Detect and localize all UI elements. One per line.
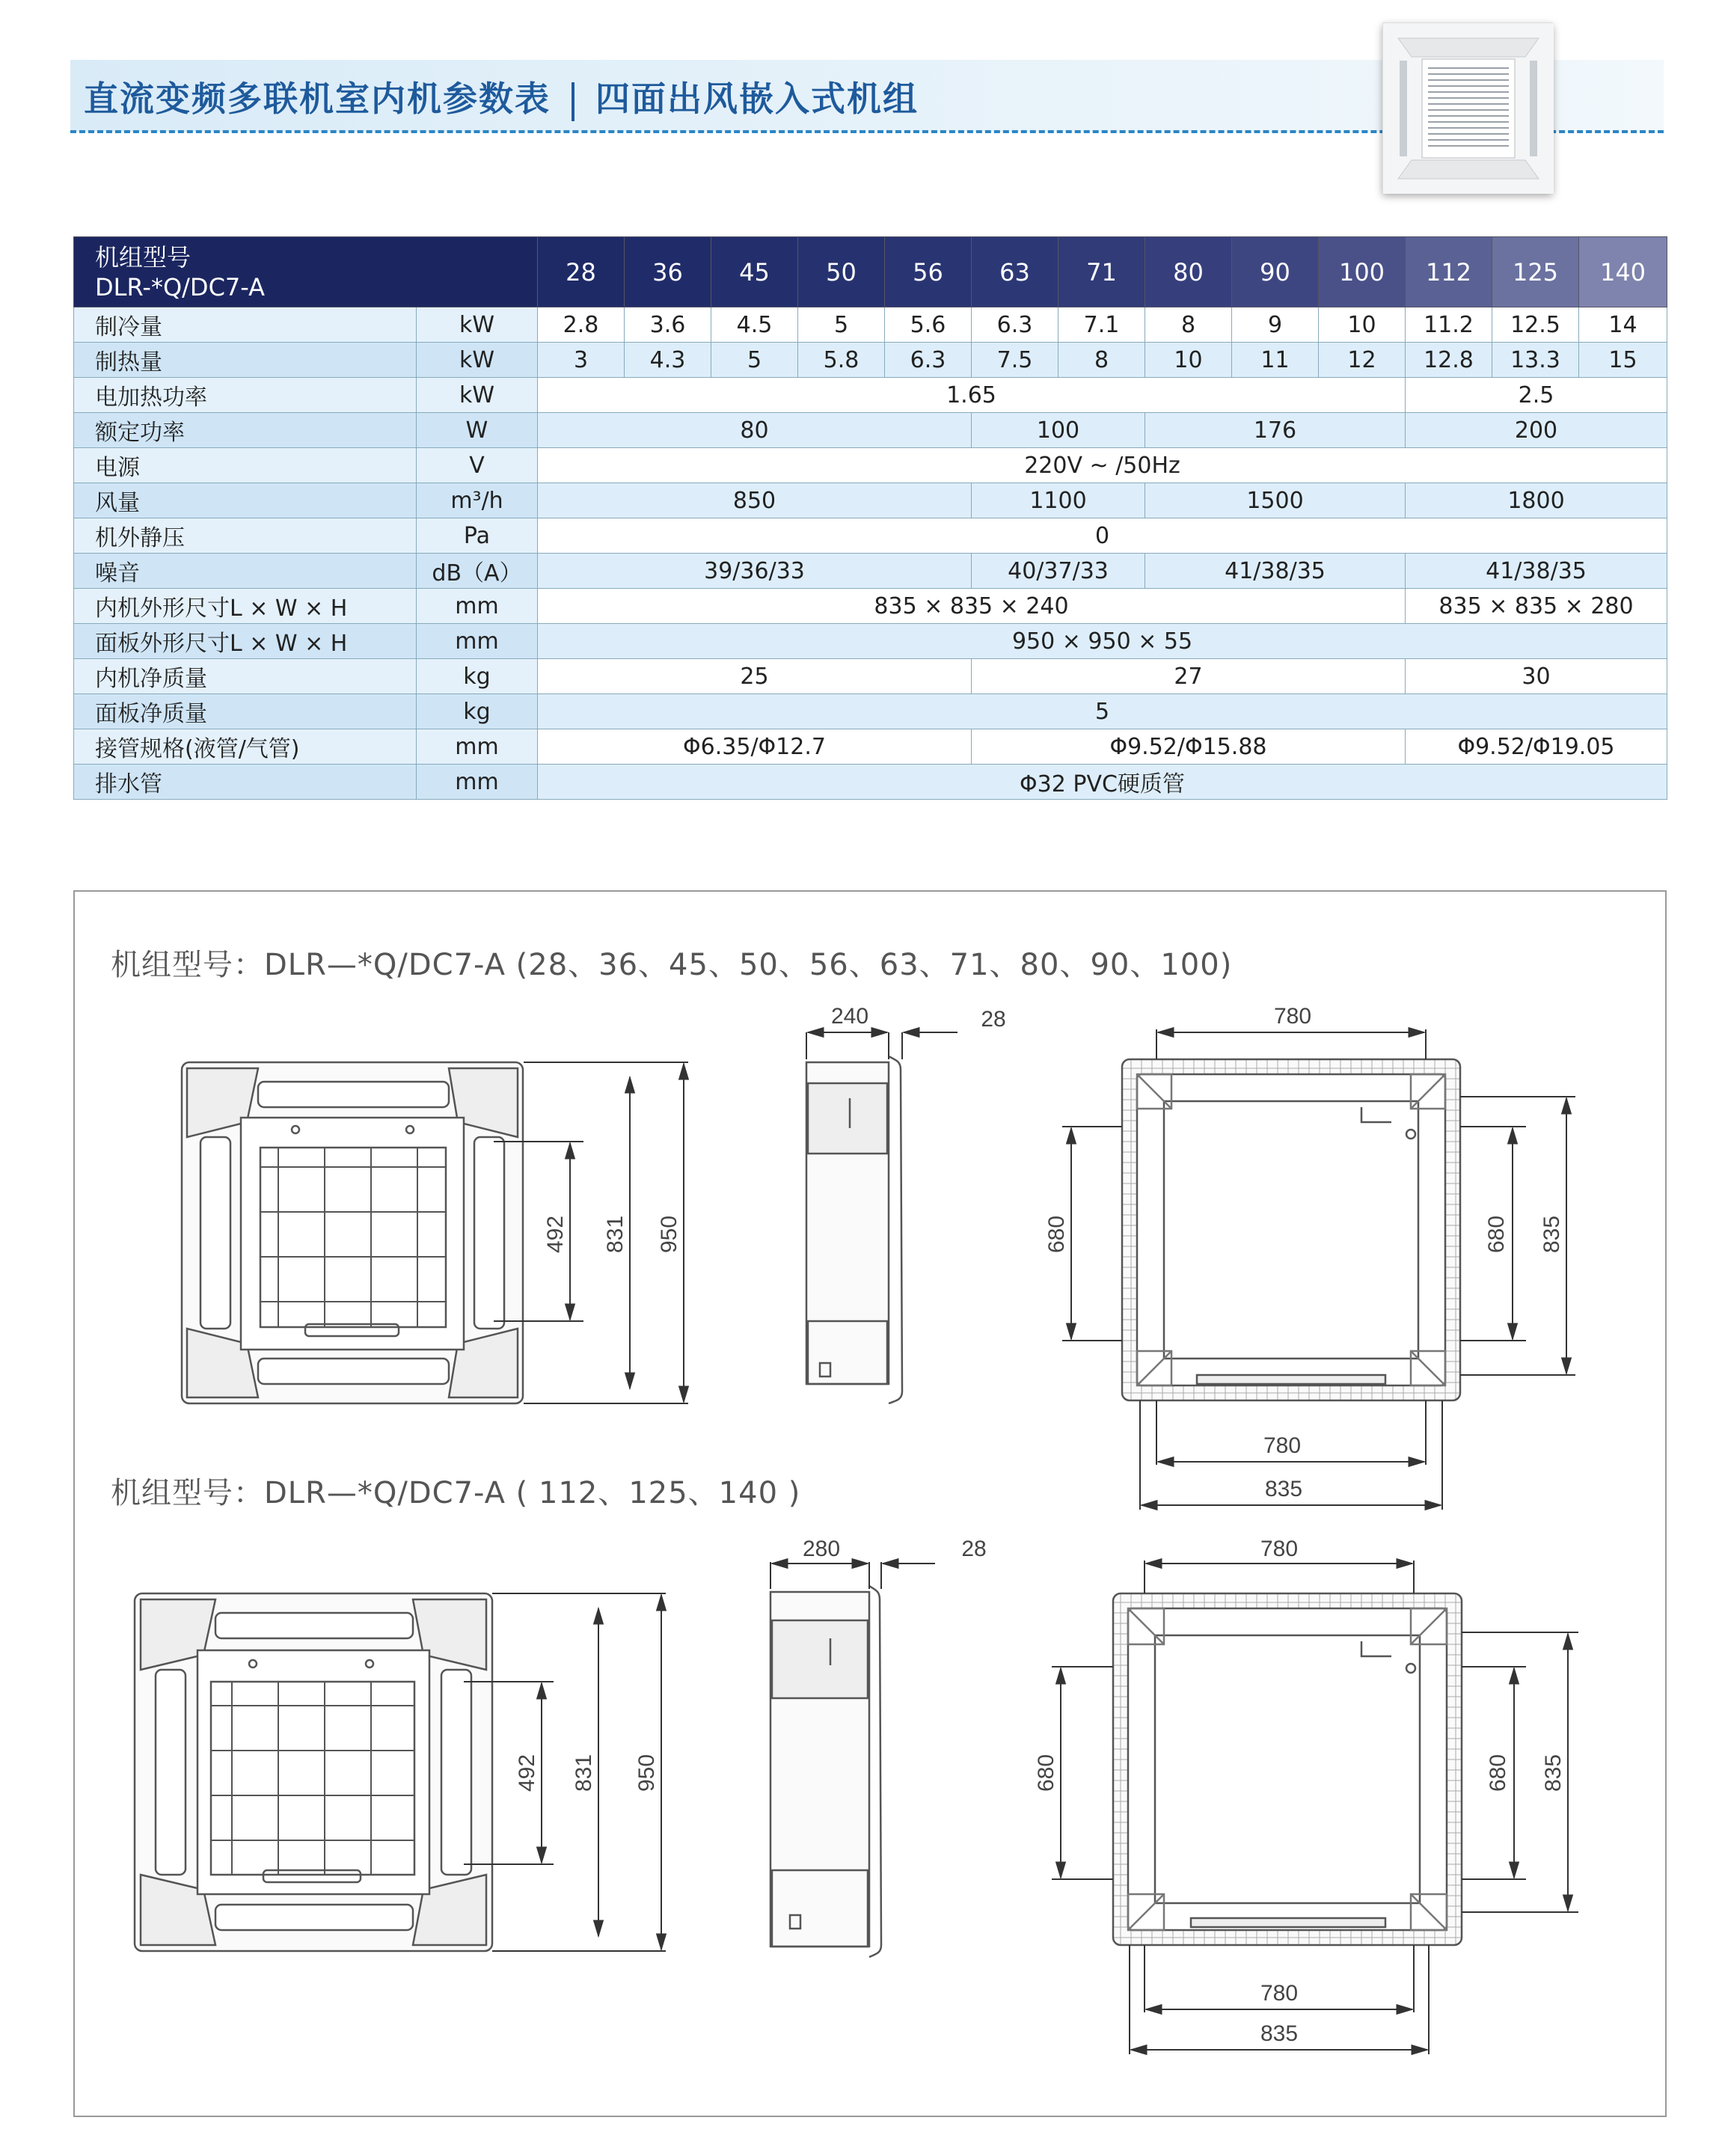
cell: 6.3 — [972, 307, 1058, 343]
row-unit: Pa — [417, 518, 538, 554]
title-right: 四面出风嵌入式机组 — [595, 79, 919, 119]
row-label: 噪音 — [74, 554, 417, 589]
cell: 41/38/35 — [1406, 554, 1667, 589]
side-view-2 — [770, 1586, 881, 1957]
cell: Φ32 PVC硬质管 — [538, 765, 1667, 800]
cell: 27 — [972, 659, 1406, 694]
dim-28-2: 28 — [961, 1537, 987, 1561]
dim-780-bottom-2: 780 — [1260, 1981, 1299, 2006]
model-140: 140 — [1579, 237, 1667, 307]
dim-240: 240 — [830, 1004, 869, 1029]
panel-front-view-1 — [182, 1062, 523, 1403]
cell: 3.6 — [625, 307, 711, 343]
cell: 5 — [798, 307, 885, 343]
cell: 850 — [538, 483, 972, 518]
model-label-2: DLR-*Q/DC7-A — [95, 272, 265, 301]
dim-680-left-2: 680 — [1034, 1754, 1058, 1792]
row-label: 内机外形尺寸L × W × H — [74, 589, 417, 624]
model-90: 90 — [1232, 237, 1319, 307]
dim-835-bottom-2: 835 — [1260, 2021, 1299, 2046]
drawing-caption-2: 机组型号：DLR—*Q/DC7-A ( 112、125、140 ) — [111, 1476, 801, 1510]
row-label: 制冷量 — [74, 307, 417, 343]
cell: 176 — [1145, 413, 1406, 448]
cell: 0 — [538, 518, 1667, 554]
model-125: 125 — [1492, 237, 1579, 307]
cell: 9 — [1232, 307, 1319, 343]
row-unit: mm — [417, 624, 538, 659]
cell: 39/36/33 — [538, 554, 972, 589]
cell: 80 — [538, 413, 972, 448]
cell: 40/37/33 — [972, 554, 1145, 589]
dim-831-2: 831 — [572, 1754, 596, 1792]
row-unit: mm — [417, 765, 538, 800]
cell: 11 — [1232, 343, 1319, 378]
cell: 13.3 — [1492, 343, 1579, 378]
panel-front-view-2 — [135, 1593, 492, 1951]
cell: 835 × 835 × 240 — [538, 589, 1406, 624]
dim-835-right-2: 835 — [1541, 1754, 1566, 1792]
row-unit: V — [417, 448, 538, 483]
cell: 25 — [538, 659, 972, 694]
cell: 14 — [1579, 307, 1667, 343]
model-36: 36 — [625, 237, 711, 307]
dim-835-right-1: 835 — [1539, 1215, 1564, 1254]
row-label: 额定功率 — [74, 413, 417, 448]
top-view-1 — [1122, 1059, 1460, 1400]
cell: 2.8 — [538, 307, 625, 343]
row-label: 电源 — [74, 448, 417, 483]
dim-28-1: 28 — [981, 1007, 1006, 1032]
cell: 4.3 — [625, 343, 711, 378]
drawing-caption-1: 机组型号：DLR—*Q/DC7-A (28、36、45、50、56、63、71、80、90、100) — [111, 948, 1233, 982]
model-71: 71 — [1058, 237, 1145, 307]
row-label: 面板净质量 — [74, 694, 417, 729]
row-unit: kW — [417, 343, 538, 378]
cell: 5.6 — [885, 307, 972, 343]
cell: 1500 — [1145, 483, 1406, 518]
cell: 1800 — [1406, 483, 1667, 518]
dim-780-bottom-1: 780 — [1263, 1433, 1302, 1458]
cell: Φ9.52/Φ15.88 — [972, 729, 1406, 765]
model-63: 63 — [972, 237, 1058, 307]
cell: 5 — [538, 694, 1667, 729]
row-label: 排水管 — [74, 765, 417, 800]
row-unit: W — [417, 413, 538, 448]
row-unit: mm — [417, 729, 538, 765]
row-unit: kW — [417, 307, 538, 343]
cell: 950 × 950 × 55 — [538, 624, 1667, 659]
cell: 12.8 — [1406, 343, 1492, 378]
model-100: 100 — [1319, 237, 1406, 307]
row-unit: dB（A） — [417, 554, 538, 589]
cell: 100 — [972, 413, 1145, 448]
row-unit: m³/h — [417, 483, 538, 518]
title-left: 直流变频多联机室内机参数表 — [84, 79, 551, 119]
dim-680-right-1: 680 — [1484, 1215, 1509, 1254]
cell: 2.5 — [1406, 378, 1667, 413]
model-45: 45 — [711, 237, 798, 307]
dim-492-1: 492 — [543, 1215, 568, 1254]
row-label: 内机净质量 — [74, 659, 417, 694]
dim-835-bottom-1: 835 — [1264, 1477, 1303, 1501]
dim-780-top-1: 780 — [1273, 1004, 1312, 1029]
dim-950-1: 950 — [657, 1215, 681, 1254]
side-view-1 — [806, 1056, 902, 1403]
cell: 835 × 835 × 280 — [1406, 589, 1667, 624]
cell: 200 — [1406, 413, 1667, 448]
model-label-1: 机组型号 — [95, 242, 191, 272]
row-label: 接管规格(液管/气管) — [74, 729, 417, 765]
model-28: 28 — [538, 237, 625, 307]
cell: Φ9.52/Φ19.05 — [1406, 729, 1667, 765]
row-label: 风量 — [74, 483, 417, 518]
dim-831-1: 831 — [603, 1215, 628, 1254]
cell: 6.3 — [885, 343, 972, 378]
cell: 1.65 — [538, 378, 1406, 413]
cell: 12 — [1319, 343, 1406, 378]
row-label: 制热量 — [74, 343, 417, 378]
cell: 11.2 — [1406, 307, 1492, 343]
dims-side-2 — [770, 1562, 935, 1589]
cell: 1100 — [972, 483, 1145, 518]
cell: 8 — [1058, 343, 1145, 378]
cell: 5 — [711, 343, 798, 378]
cell: 10 — [1145, 343, 1232, 378]
cell: 8 — [1145, 307, 1232, 343]
row-unit: kW — [417, 378, 538, 413]
row-unit: kg — [417, 694, 538, 729]
row-unit: kg — [417, 659, 538, 694]
dim-950-2: 950 — [634, 1754, 659, 1792]
cell: 220V ~ /50Hz — [538, 448, 1667, 483]
dims-side-1 — [806, 1032, 957, 1059]
cell: 3 — [538, 343, 625, 378]
row-label: 面板外形尺寸L × W × H — [74, 624, 417, 659]
cell: 12.5 — [1492, 307, 1579, 343]
model-112: 112 — [1406, 237, 1492, 307]
dim-680-right-2: 680 — [1486, 1754, 1510, 1792]
cell: 41/38/35 — [1145, 554, 1406, 589]
row-label: 电加热功率 — [74, 378, 417, 413]
cell: 15 — [1579, 343, 1667, 378]
cell: 4.5 — [711, 307, 798, 343]
dim-280: 280 — [802, 1537, 841, 1561]
cell: 10 — [1319, 307, 1406, 343]
dim-492-2: 492 — [515, 1754, 539, 1792]
cell: 5.8 — [798, 343, 885, 378]
top-view-2 — [1113, 1593, 1462, 1945]
model-50: 50 — [798, 237, 885, 307]
cell: Φ6.35/Φ12.7 — [538, 729, 972, 765]
cell: 7.1 — [1058, 307, 1145, 343]
cell: 30 — [1406, 659, 1667, 694]
model-56: 56 — [885, 237, 972, 307]
model-80: 80 — [1145, 237, 1232, 307]
dim-780-top-2: 780 — [1260, 1537, 1299, 1561]
cell: 7.5 — [972, 343, 1058, 378]
dim-680-left-1: 680 — [1044, 1215, 1069, 1254]
row-unit: mm — [417, 589, 538, 624]
row-label: 机外静压 — [74, 518, 417, 554]
